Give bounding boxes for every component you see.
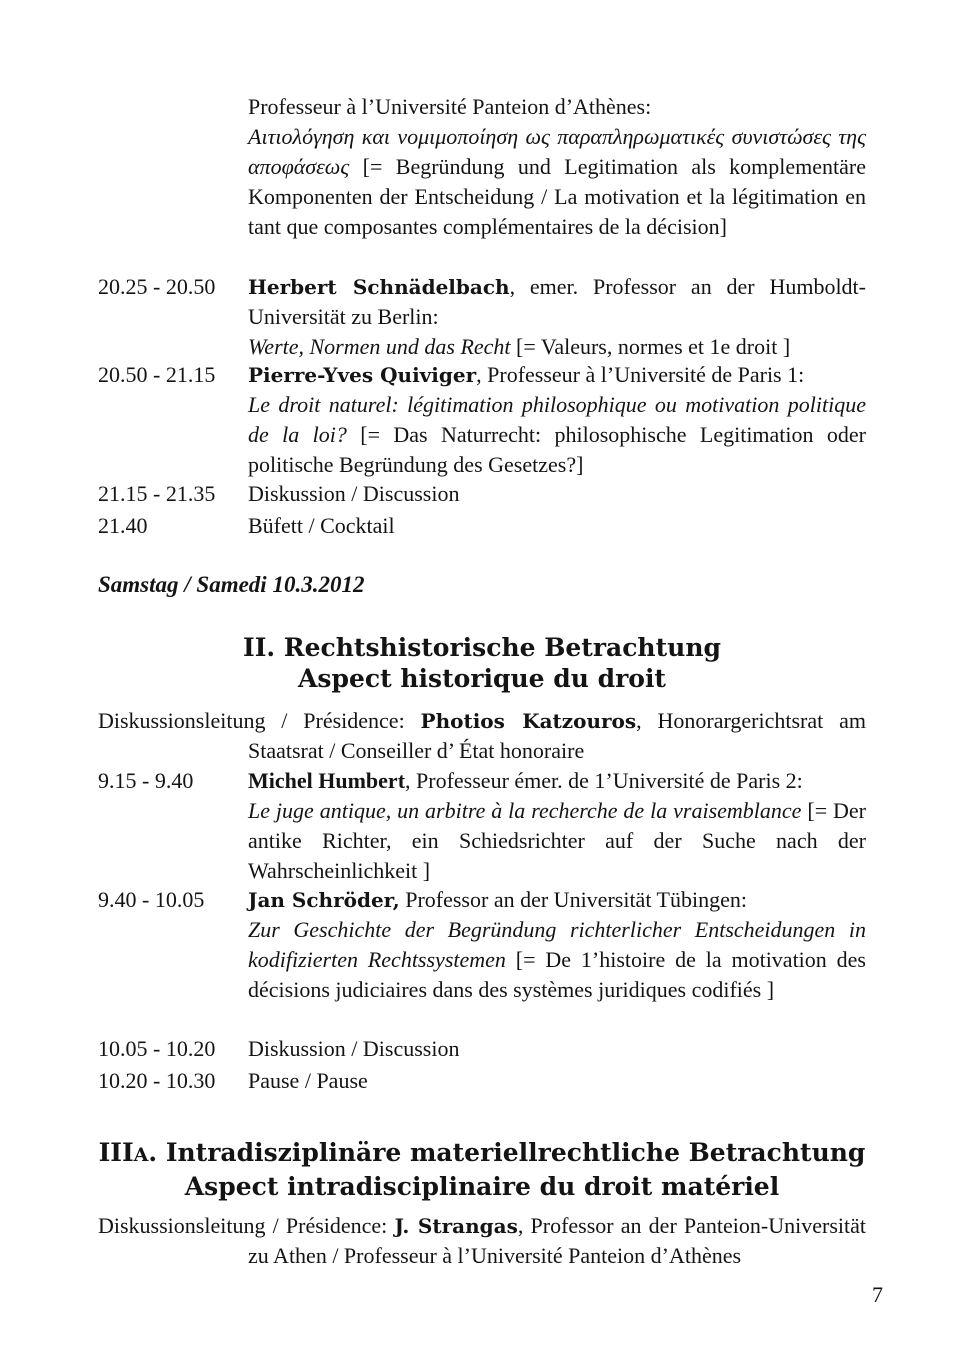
program-entry-discussion-2 [98, 1034, 866, 1064]
chair-label: Diskussionsleitung / Présidence: [98, 1213, 395, 1238]
time-slot: 20.50 - 21.15 [98, 362, 216, 387]
chair-name: J. Strangas [394, 1214, 518, 1238]
program-entry-pause [98, 1066, 866, 1096]
entry-text: Diskussion / Discussion [248, 481, 460, 506]
talk-title-greek: Αιτιολόγηση και νομιμοποίηση ως παραπληρωματικές συνιστώσες της αποφάσεως [248, 124, 866, 179]
time-slot: 20.25 - 20.50 [98, 274, 216, 299]
speaker-affiliation: , Professeur émer. de 1’Université de Paris 2: [405, 768, 803, 793]
speaker-name: Michel Humbert [248, 768, 406, 793]
section-title-de [98, 1137, 866, 1171]
entry-text: Pause / Pause [248, 1068, 368, 1093]
speaker-name: Herbert Schnädelbach [248, 275, 510, 299]
section-heading-iiia [98, 1137, 866, 1202]
talk-translation: [= Der antike Richter, ein Schiedsrichter auf der Suche nach der Wahrscheinlichkeit ] [248, 798, 867, 883]
speaker-affiliation: , Professeur à l’Université de Paris 1: [476, 362, 805, 387]
page-number: 7 [872, 1282, 883, 1307]
program-entry-humbert [98, 766, 866, 886]
speaker-name: Pierre-Yves Quiviger [248, 363, 477, 387]
program-entry-quiviger [98, 360, 866, 480]
program-entry-schnaedelbach [98, 272, 866, 362]
time-slot: 21.40 [98, 513, 148, 538]
program-entry-discussion [98, 479, 866, 509]
chair-label: Diskussionsleitung / Présidence: [98, 708, 421, 733]
section-chair-2 [98, 1211, 866, 1271]
section-number: III [98, 1138, 134, 1167]
section-title-de: II. Rechtshistorische Betrachtung [243, 633, 721, 662]
talk-translation: [= Valeurs, normes et 1e droit ] [510, 334, 791, 359]
entry-text: Diskussion / Discussion [248, 1036, 460, 1061]
talk-translation: [= Das Naturrecht: philosophische Legitimation oder politische Begründung des Gesetzes?] [248, 422, 866, 477]
chair-affiliation: , Professor an der Panteion-Universität zu Athen / Professeur à l’Université Panteion d’Athènes [248, 1213, 866, 1268]
program-entry-continued [98, 92, 866, 242]
program-entry-schroeder [98, 885, 866, 1005]
chair-affiliation: , Honorargerichtsrat am Staatsrat / Conseiller d’ État honoraire [248, 708, 866, 763]
section-title-fr: Aspect historique du droit [298, 664, 666, 693]
time-slot: 9.15 - 9.40 [98, 768, 194, 793]
entry-text: Büfett / Cocktail [248, 513, 395, 538]
day-heading: Samstag / Samedi 10.3.2012 [98, 572, 365, 597]
section-chair [98, 706, 866, 766]
time-slot: 21.15 - 21.35 [98, 481, 216, 506]
talk-title: Le droit naturel: légitimation philosophique ou motivation politique de la loi? [248, 392, 866, 447]
speaker-description: Professeur à l’Université Panteion d’Athènes: [248, 94, 652, 119]
talk-translation: [= Begründung und Legitimation als komplementäre Komponenten der Entscheidung / La motivation et la légitimation en tant que composantes complémentaires de la décision] [248, 154, 866, 239]
section-title-de-text: . Intradisziplinäre materiellrechtliche Betrachtung [148, 1138, 866, 1167]
section-heading-ii [98, 632, 866, 694]
chair-name: Photios Katzouros [420, 709, 637, 733]
speaker-affiliation: Professor an der Universität Tübingen: [399, 887, 747, 912]
time-slot: 10.20 - 10.30 [98, 1068, 216, 1093]
speaker-name: Jan Schröder, [248, 888, 400, 912]
talk-translation: [= De 1’histoire de la motivation des décisions judiciaires dans des systèmes juridiques codifiés ] [248, 947, 866, 1002]
speaker-affiliation: , emer. Professor an der Humboldt-Universität zu Berlin: [248, 274, 866, 329]
section-number-suffix: A [133, 1144, 149, 1166]
time-slot: 9.40 - 10.05 [98, 887, 205, 912]
time-slot: 10.05 - 10.20 [98, 1036, 216, 1061]
talk-title: Werte, Normen und das Recht [248, 334, 511, 359]
section-title-fr: Aspect intradisciplinaire du droit matériel [184, 1172, 780, 1201]
program-entry-buffet [98, 511, 866, 541]
talk-title: Zur Geschichte der Begründung richterlicher Entscheidungen in kodifizierten Rechtssystemen [248, 917, 866, 972]
talk-title: Le juge antique, un arbitre à la recherche de la vraisemblance [248, 798, 802, 823]
